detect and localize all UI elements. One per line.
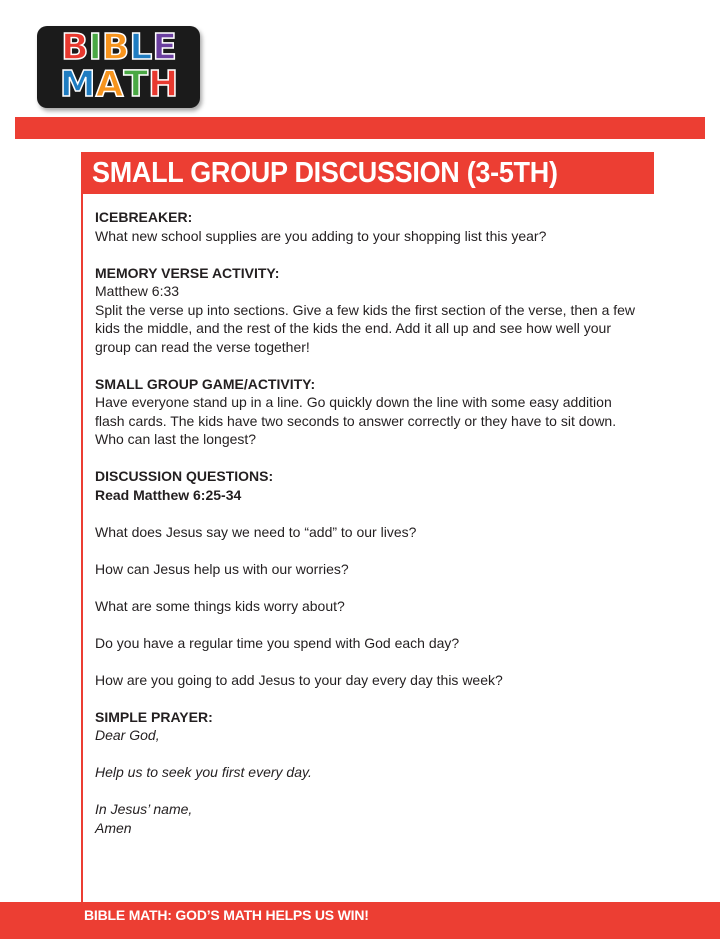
discussion-question: What are some things kids worry about? [95, 597, 345, 614]
footer-bar [0, 902, 720, 939]
section-heading: SIMPLE PRAYER: [95, 708, 213, 725]
title-banner [81, 152, 654, 194]
logo-letter: B [101, 27, 129, 68]
verse-reference: Matthew 6:33 [95, 283, 180, 299]
discussion-question: Do you have a regular time you spend with God each day? [95, 634, 460, 651]
game-activity-section [95, 375, 695, 449]
body-line: Who can last the longest? [95, 431, 257, 447]
bible-math-logo [37, 26, 200, 108]
body-line: flash cards. The kids have two seconds to answer correctly or they have to sit down. [95, 412, 617, 429]
body-line: group can read the verse together! [95, 338, 310, 355]
page-title: SMALL GROUP DISCUSSION (3-5TH) [92, 156, 558, 189]
body-line: Have everyone stand up in a line. Go quickly down the line with some easy addition [95, 394, 612, 410]
logo-letter: A [95, 64, 123, 105]
logo-letter: T [123, 64, 148, 105]
body-line: kids the middle, and the rest of the kids the end. Add it all up and see how well your [95, 320, 611, 336]
logo-letter: E [152, 27, 176, 68]
discussion-question: How can Jesus help us with our worries? [95, 560, 349, 577]
discussion-questions-section [95, 467, 695, 689]
logo-letter: L [129, 27, 152, 68]
icebreaker-section [95, 208, 695, 245]
discussion-question: How are you going to add Jesus to your day every day this week? [95, 671, 503, 688]
prayer-line: Amen [95, 819, 132, 836]
prayer-section [95, 708, 695, 838]
logo-letter: H [148, 64, 178, 105]
scripture-reading: Read Matthew 6:25-34 [95, 486, 242, 503]
section-heading: DISCUSSION QUESTIONS: [95, 468, 274, 484]
logo-letter: I [88, 27, 101, 68]
section-heading: SMALL GROUP GAME/ACTIVITY: [95, 375, 316, 392]
icebreaker-text: What new school supplies are you adding to your shopping list this year? [95, 227, 547, 244]
prayer-line: Dear God, [95, 727, 160, 743]
section-heading: ICEBREAKER: [95, 209, 193, 225]
logo-word-math [37, 66, 200, 104]
logo-letter: M [59, 64, 95, 105]
prayer-line: In Jesus’ name, [95, 801, 193, 817]
section-heading: MEMORY VERSE ACTIVITY: [95, 264, 280, 281]
footer-tagline: BIBLE MATH: GOD’S MATH HELPS US WIN! [84, 907, 369, 923]
header-red-bar [15, 117, 705, 139]
logo-letter: B [61, 27, 88, 68]
memory-verse-section [95, 264, 695, 357]
prayer-line: Help us to seek you first every day. [95, 764, 312, 780]
discussion-question: What does Jesus say we need to “add” to our lives? [95, 523, 417, 540]
left-divider-line [81, 194, 83, 902]
document-body [95, 208, 695, 837]
body-line: Split the verse up into sections. Give a few kids the first section of the verse, then a few [95, 301, 636, 318]
logo-word-bible [37, 29, 200, 67]
